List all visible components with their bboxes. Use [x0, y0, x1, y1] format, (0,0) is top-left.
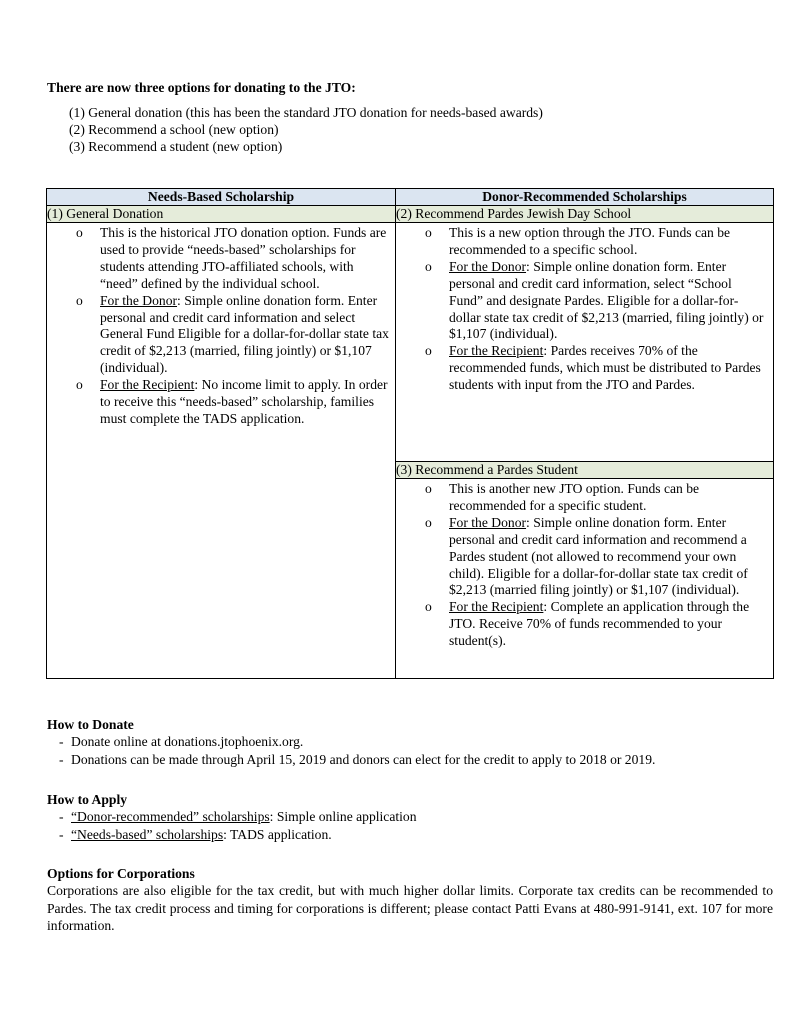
option-item: (1) General donation (this has been the standard JTO donation for needs-based awards): [69, 105, 543, 120]
corporations-heading: Options for Corporations: [47, 866, 195, 881]
bullet-item: o For the Recipient: Pardes receives 70% of the recommended funds, which must be distributed to Pardes students with input from the JTO and Pardes.: [425, 343, 767, 394]
corporations-section: [47, 865, 773, 935]
general-donation-content: [47, 223, 396, 679]
recommend-school-label: (2) Recommend Pardes Jewish Day School: [396, 206, 774, 223]
list-item: - Donations can be made through April 15, 2019 and donors can elect for the credit to apply to 2018 or 2019.: [59, 751, 655, 769]
bullet-item: o This is the historical JTO donation option. Funds are used to provide “needs-based” scholarships for students attending JTO-affiliated schools, with “need” defined by the individual school.: [76, 225, 389, 293]
bullet-item: o This is a new option through the JTO. Funds can be recommended to a specific school.: [425, 225, 767, 259]
options-table: [46, 188, 774, 679]
recommend-student-label: (3) Recommend a Pardes Student: [396, 462, 774, 479]
bullet-item: o For the Donor: Simple online donation form. Enter personal and credit card information, select “School Fund” and designate Pardes. Eligible for a dollar-for-dollar state tax credit of $2,213 (married, filing jointly) or $1,107 (individual).: [425, 259, 767, 344]
bullet-item: o This is another new JTO option. Funds can be recommended for a specific student.: [425, 481, 767, 515]
list-item: - “Donor-recommended” scholarships: Simple online application: [59, 808, 417, 826]
bullet-item: o For the Donor: Simple online donation form. Enter personal and credit card information and select General Fund Eligible for a dollar-for-dollar state tax credit of $2,213 (married, filing jointly) or $1,107 (individual).: [76, 293, 389, 378]
bullet-item: o For the Donor: Simple online donation form. Enter personal and credit card information and recommend a Pardes student (not allowed to recommend your own child). Eligible for a dollar-for-dollar state tax credit of $2,213 (married filing jointly) or $1,107 (individual).: [425, 515, 767, 600]
recommend-student-content: [396, 479, 774, 679]
list-item: - “Needs-based” scholarships: TADS application.: [59, 826, 417, 844]
recommend-school-content: [396, 223, 774, 462]
bullet-item: o For the Recipient: Complete an application through the JTO. Receive 70% of funds recommended to your student(s).: [425, 599, 767, 650]
list-item: - Donate online at donations.jtophoenix.org.: [59, 733, 655, 751]
how-to-apply-section: [47, 791, 417, 843]
corporations-text: Corporations are also eligible for the tax credit, but with much higher dollar limits. Corporate tax credits can be recommended to Pardes. The tax credit process and timing for corporations is different; please contact Patti Evans at 480-991-9141, ext. 107 for more information.: [47, 883, 773, 933]
header-needs-based: Needs-Based Scholarship: [47, 189, 396, 206]
general-donation-label: (1) General Donation: [47, 206, 396, 223]
intro-heading: There are now three options for donating to the JTO:: [47, 80, 356, 95]
header-donor-recommended: Donor-Recommended Scholarships: [396, 189, 774, 206]
bullet-item: o For the Recipient: No income limit to apply. In order to receive this “needs-based” scholarship, families must complete the TADS application.: [76, 377, 389, 428]
donation-options-list: [69, 104, 543, 155]
option-item: (2) Recommend a school (new option): [69, 122, 279, 137]
option-item: (3) Recommend a student (new option): [69, 139, 283, 154]
how-to-apply-heading: How to Apply: [47, 792, 128, 807]
how-to-donate-heading: How to Donate: [47, 717, 134, 732]
how-to-donate-section: [47, 716, 655, 768]
